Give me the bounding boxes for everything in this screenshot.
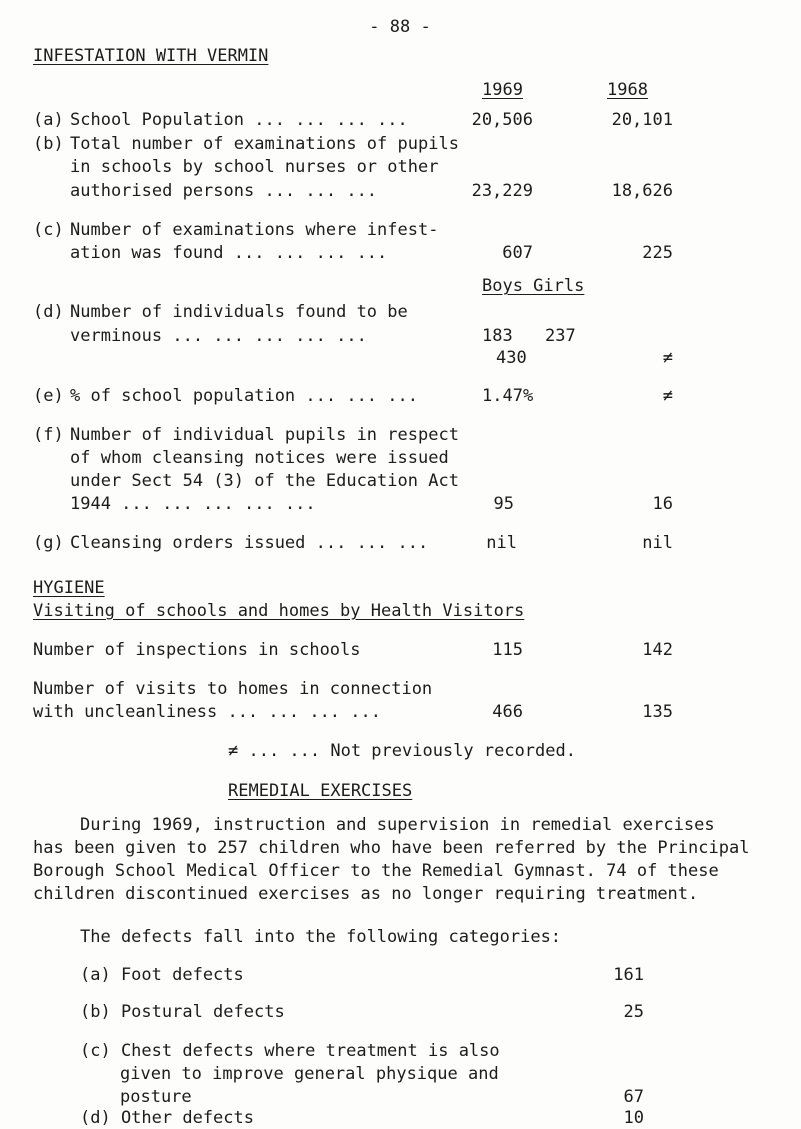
total-value: 430 (496, 348, 527, 368)
row-text: Number of inspections in schools (33, 640, 361, 660)
row-label: (f) (33, 425, 64, 445)
category-item: (b) Postural defects (80, 1002, 285, 1022)
value-1968: nil (642, 533, 673, 553)
value-1969: 20,506 (471, 110, 533, 130)
row-text: Number of visits to homes in connection (33, 679, 433, 699)
infestation-heading: INFESTATION WITH VERMIN (33, 46, 269, 66)
hygiene-heading: HYGIENE (33, 578, 105, 598)
row-text: Number of individual pupils in respect (70, 425, 459, 445)
category-item: (c) Chest defects where treatment is also (80, 1041, 500, 1061)
footnote: ≠ ... ... Not previously recorded. (228, 741, 576, 761)
boys-girls-header: Boys Girls (482, 276, 585, 296)
hygiene-subheading: Visiting of schools and homes by Health Visitors (33, 601, 525, 621)
row-text: authorised persons ... ... ... (70, 181, 378, 201)
value-1968: 16 (652, 494, 673, 514)
paragraph-line: Borough School Medical Officer to the Remedial Gymnast. 74 of these (33, 861, 719, 881)
category-value: 10 (623, 1108, 644, 1128)
paragraph-line: children discontinued exercises as no longer requiring treatment. (33, 884, 699, 904)
categories-intro: The defects fall into the following categories: (80, 927, 562, 947)
paragraph-line: has been given to 257 children who have been referred by the Principal (33, 838, 750, 858)
paragraph-line: During 1969, instruction and supervision in remedial exercises (80, 815, 715, 835)
value-1969: 115 (492, 640, 523, 660)
row-text: of whom cleansing notices were issued (70, 448, 449, 468)
value-1968: 142 (642, 640, 673, 660)
value-1969: 23,229 (471, 181, 533, 201)
boys-value: 183 (482, 326, 513, 346)
value-1969: 607 (502, 243, 533, 263)
row-label: (b) (33, 134, 64, 154)
row-label: (c) (33, 220, 64, 240)
category-item: (d) Other defects (80, 1108, 254, 1128)
remedial-heading: REMEDIAL EXERCISES (228, 781, 413, 801)
value-1969: nil (486, 533, 517, 553)
category-item: given to improve general physique and (120, 1064, 499, 1084)
category-value: 161 (613, 965, 644, 985)
row-text: with uncleanliness ... ... ... ... (33, 702, 381, 722)
row-text: in schools by school nurses or other (70, 157, 439, 177)
value-1969: 95 (493, 494, 514, 514)
value-1968: 135 (642, 702, 673, 722)
value-1968: ≠ (662, 348, 673, 368)
category-item: posture (120, 1087, 192, 1107)
row-text: Number of examinations where infest- (70, 220, 439, 240)
girls-value: 237 (545, 326, 576, 346)
value-1968: 225 (642, 243, 673, 263)
value-1968: ≠ (662, 386, 673, 406)
page-number: - 88 - (369, 17, 431, 37)
row-label: (d) (33, 302, 64, 322)
row-text: Cleansing orders issued ... ... ... (70, 533, 429, 553)
row-text: ation was found ... ... ... ... (70, 243, 388, 263)
row-label: (g) (33, 533, 64, 553)
row-label: (e) (33, 386, 64, 406)
category-item: (a) Foot defects (80, 965, 244, 985)
row-text: under Sect 54 (3) of the Education Act (70, 471, 459, 491)
row-text: 1944 ... ... ... ... ... (70, 494, 316, 514)
value-1969: 1.47% (482, 386, 534, 406)
row-text: % of school population ... ... ... (70, 386, 418, 406)
row-text: Number of individuals found to be (70, 302, 408, 322)
row-label: (a) (33, 110, 64, 130)
value-1969: 466 (492, 702, 523, 722)
row-text: Total number of examinations of pupils (70, 134, 459, 154)
value-1968: 20,101 (611, 110, 673, 130)
value-1968: 18,626 (611, 181, 673, 201)
category-value: 25 (623, 1002, 644, 1022)
row-text: verminous ... ... ... ... ... (70, 326, 367, 346)
year-header-1969: 1969 (482, 80, 523, 100)
category-value: 67 (623, 1087, 644, 1107)
row-text: School Population ... ... ... ... (70, 110, 408, 130)
year-header-1968: 1968 (607, 80, 648, 100)
